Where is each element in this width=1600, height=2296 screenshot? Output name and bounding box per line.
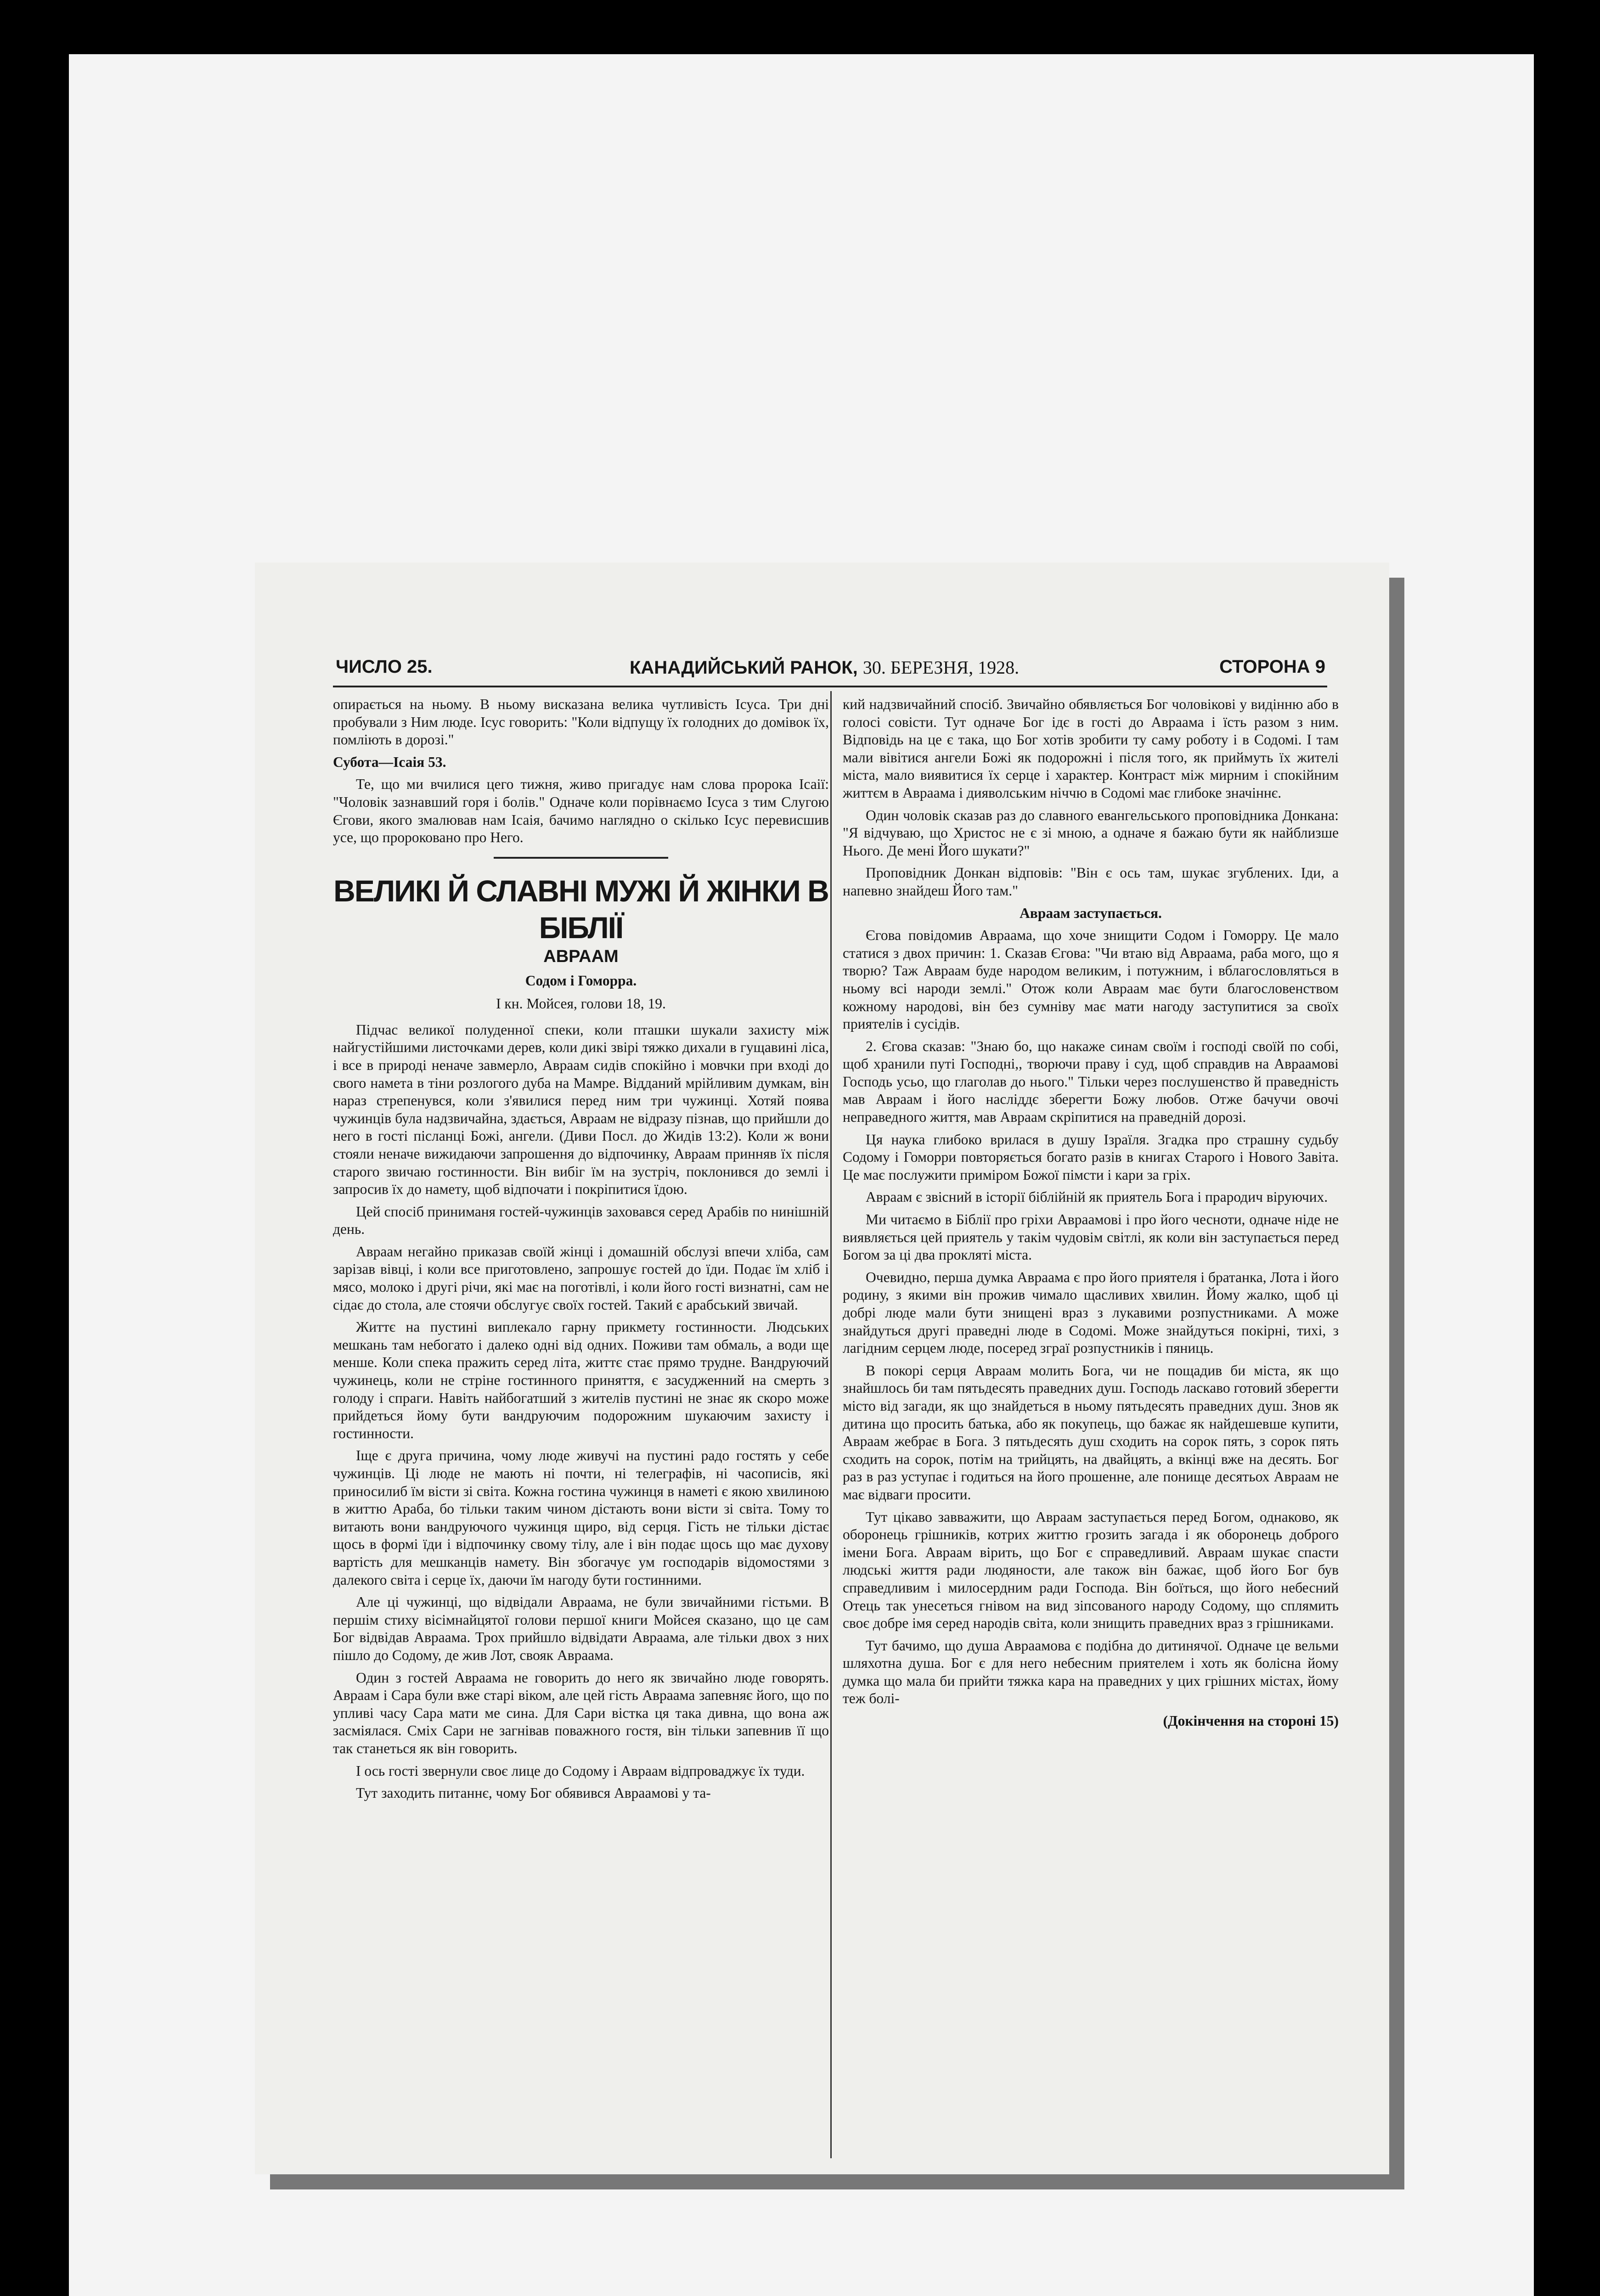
article-title: ВЕЛИКІ Й СЛАВНІ МУЖІ Й ЖІНКИ В БІБЛІЇ	[333, 873, 828, 945]
body-paragraph: Один чоловік сказав раз до славного евангельського проповідника Донкана: "Я відчуваю, що Христос не є зі мною, а одначе я бажаю бути як найблизше Нього. Де мені Його шукати?"	[843, 807, 1339, 859]
body-paragraph: Авраам є звісний в історії біблійній як приятель Бога і прародич віруючих.	[866, 1189, 1328, 1205]
body-paragraph: Проповідник Донкан відповів: "Він є ось там, шукає згублених. Іди, а напевно знайдеш Його там."	[843, 865, 1339, 899]
article-topic: Содом і Гоморра.	[525, 972, 637, 989]
body-paragraph: Іще є друга причина, чому люде живучі на пустині радо гостять у себе чужинців. Ці люде не мають ні почти, ні телеграфів, ні часописів, які приносилиб їм вісти зі світа. Кожна гостина чужинця в наметі є якою хвилиною в життю Араба, бо тільки таким чином дістають вони вісти зі світа. Тому то витають вони вандруючого чужинця щиро, від серця. Гість не тільки дістає щось в формі їди і відпочинку свому тілу, але і він подає щось що має духову вартість для мешканців намету. Він збогачує ум господарів відомостями з далекого світа і серце їх, даючи їм нагоду бути гостинними.	[333, 1447, 829, 1588]
body-paragraph: Тут заходить питаннє, чому Бог обявився Авраамові у та-	[356, 1785, 711, 1801]
body-paragraph: Життє на пустині виплекало гарну прикмету гостинности. Людських мешкань там небогато і далеко одні від одних. Поживи там обмаль, а води ще менше. Коли спека пражить серед літа, життє стає прямо трудне. Вандруючий чужинець, коли не стріне гостинного приняття, є засудженний на смерть з голоду і спраги. Навіть найбогатший з жителів пустині не знає як скоро може прийдеться йому бути вандруючим подорожним шукаючим захисту і гостинности.	[333, 1319, 829, 1441]
body-paragraph: Цей спосіб приниманя гостей-чужинців заховався серед Арабів по нинішній день.	[333, 1203, 829, 1238]
body-paragraph: Авраам негайно приказав своїй жінці і домашній обслузі впечи хліба, сам зарізав вівці, і коли все приготовлено, запрошує гостей до їди. Подає їм хліб і мясо, молоко і другі річи, які має на поготівлі, і коли його гості визнатні, сам не сідає до стола, але стоячи обслугує своїх гостей. Такий є арабський звичай.	[333, 1243, 829, 1313]
saturday-paragraph: Те, що ми вчилися цего тижня, живо пригадує нам слова пророка Ісаії: "Чоловік зазнавший горя і болів." Одначе коли порівнаємо Ісуса з тим Слугою Єгови, якого змалював нам Ісаія, бачимо наглядно о скілько Ісус перевисшив усе, що пророковано про Него.	[333, 776, 829, 846]
section-heading: Авраам заступається.	[1020, 905, 1162, 921]
intro-paragraph: опирається на ньому. В ньому висказана велика чутливість Ісуса. Три дні пробували з Ним люде. Ісус говорить: "Коли відпущу їх голодних до домівок їх, помліють в дорозі."	[333, 696, 829, 748]
body-paragraph: Очевидно, перша думка Авраама є про його приятеля і братанка, Лота і його родину, з якими він прожив чимало щасливих хвилин. Йому жалко, щоб ці добрі люде мали бути знищені враз з лукавими розпустниками. А може знайдуться другі праведні люде в Содомі. Може знайдуться покірні, тихі, з лагідним серцем люде, посеред зграї розпустників і пяниць.	[843, 1269, 1339, 1356]
article-subtitle: АВРААМ	[543, 946, 619, 966]
body-paragraph: В покорі серця Авраам молить Бога, чи не пощадив би міста, як що знайшлось би там пятьдесять праведних душ. Господь ласкаво готовий зберегти місто від загади, як що знайдеться в ньому пятьдесять праведних душ. Знов як дитина що просить батька, або як покупець, що бажає як найдешевше купити, Авраам жебрає в Бога. З пятьдесять душ сходить на сорок пять, з сорок пять сходить на сорок, потім на трийцять, на двайцять, а вкінці вже на десять. Бог раз в раз уступає і годиться на його прошенне, але понище десятьох Авраам не має відваги просити.	[843, 1362, 1339, 1503]
body-paragraph: кий надзвичайний спосіб. Звичайно обявляється Бог чоловікові у видінню або в голосі совісти. Тут одначе Бог ідє в гості до Авраама і їсть разом з ним. Відповідь на це є така, що Бог хотів зробити ту саму роботу і в Содомі. І там мали вівітися ангели Божі як подорожні і після того, як приймуть їх жителі міста, мало виявитися їх серце і характер. Контраст між мирним і спокійним життєм в Авраама і дияволським ніччю в Содомі має глибоке значіннє.	[843, 696, 1339, 801]
right-column	[843, 696, 1339, 1735]
body-paragraph: Тут цікаво завважити, що Авраам заступається перед Богом, однаково, як оборонець грішників, котрих життю грозить загада і як оборонець доброго імени Бога. Авраам вірить, що Бог є справедливий. Авраам шукає спасти людські життя ради людяности, але також він бажає, щоб його Бог був справедливим і милосердним ради Господа. Він боїться, що його небесний Отець так унесеться гнівом на вид зіпсованого народу Содому, що сплямить своє добре імя серед народів світа, коли знищить праведних враз з грішниками.	[843, 1508, 1339, 1632]
saturday-label: Субота—Ісаія 53.	[333, 754, 446, 770]
issue-number: ЧИСЛО 25.	[336, 657, 433, 677]
column-rule	[830, 691, 832, 2158]
body-paragraph: Підчас великої полуденної спеки, коли пташки шукали захисту між найгустійшими листочками дерев, коли дикі звірі тяжко дихали в гущавині ліса, і все в природі неначе завмерло, Авраам сидів спокійно і мовчки при вході до свого намета в тіни розлогого дуба на Мамре. Відданий мрійливим думкам, він нараз стрепенувся, коли з'явилися перед ним три чужинці. Хотяй поява чужинців була надзвичайна, здається, Авраам не відразу пізнав, що прийшли до него в гості післанці Божі, ангели. (Диви Посл. до Жидів 13:2). Коли ж вони стояли неначе вижидаючи запрошення до відпочинку, Авраам принняв їх після старого звичаю гостинности. Він вибіг їм на зустріч, поклонився до землі і запросив їх до намету, щоб відпочати і покріпитися їдою.	[333, 1021, 829, 1198]
body-paragraph: 2. Єгова сказав: "Знаю бо, що накаже синам своїм і господі своїй по собі, щоб хранили путі Господні,, творючи праву і суд, щоб справдив на Авраамові Господь усьо, що глаголав до нього." Тільки через послушенство й праведність мав Авраам і його насліддє зберегти Божу любов. Отже бачучи овочі неправедного життя, мав Авраам скріпитися на праведній дорозі.	[843, 1038, 1339, 1125]
body-paragraph: Єгова повідомив Авраама, що хоче знищити Содом і Гоморру. Це мало статися з двох причин: 1. Сказав Єгова: "Чи втаю від Авраама, раба мого, що я творю? Таж Авраам буде народом великим, і потужним, і вблагословляться в ньому всі народи землі." Отож коли Авраам має бути благословенством кожному народові, він без сумніву має мати нагоду заступитися за своїх приятелів і сусідів.	[843, 927, 1339, 1032]
newspaper-page	[255, 563, 1389, 2174]
body-paragraph: І ось гості звернули своє лице до Содому і Авраам відпроваджує їх туди.	[356, 1762, 805, 1779]
body-paragraph: Але ці чужинці, що відвідали Авраама, не були звичайними гістьми. В першім стиху вісімнайцятої голови першої книги Мойсея сказано, що це сам Бог відвідав Авраама. Трох прийшло відвідати Авраама, але тільки двох з них пішло до Содому, де жив Лот, свояк Авраама.	[333, 1594, 829, 1663]
body-paragraph: Тут бачимо, що душа Авраамова є подібна до дитинячої. Одначе це вельми шляхотна душа. Бог є для него небесним приятелем і хоть як болісна йому думка що мала би прийти тяжка кара на праведних у цих грішних містах, йому теж болі-	[843, 1637, 1339, 1707]
section-divider	[494, 857, 668, 859]
continuation-note: (Докінчення на стороні 15)	[1163, 1713, 1339, 1729]
body-paragraph: Ця наука глибоко врилася в душу Ізраїля. Згадка про страшну судьбу Содому і Гоморри повторяється богато разів в книгах Старого і Нового Завіта. Це має послужити приміром Божої пімсти і кари за гріх.	[843, 1131, 1339, 1183]
body-paragraph: Ми читаємо в Біблії про гріхи Авраамові і про його чесноти, одначе ніде не виявляється цей приятель у такім чудовім світлі, як коли він заступається перед Богом за ці два прокляті міста.	[843, 1211, 1339, 1263]
page-number: СТОРОНА 9	[1219, 657, 1325, 677]
body-paragraph: Один з гостей Авраама не говорить до него як звичайно люде говорять. Авраам і Сара були вже старі віком, але цей гість Авраама запевняє його, що по упливі часу Сара мати ме сина. Для Сари вістка ця така дивна, що вона аж засміялася. Сміх Сари не загнівав поважного гостя, він тільки запевнив її що так станеться як він говорить.	[333, 1669, 829, 1756]
masthead	[630, 657, 1019, 678]
publication-date: 30. БЕРЕЗНЯ, 1928.	[862, 657, 1020, 678]
left-column	[333, 696, 829, 1807]
scripture-reference: I кн. Мойсея, голови 18, 19.	[496, 995, 666, 1012]
page-header	[336, 657, 1325, 684]
publication-name: КАНАДИЙСЬКИЙ РАНОК,	[630, 658, 858, 678]
header-rule	[333, 686, 1327, 687]
